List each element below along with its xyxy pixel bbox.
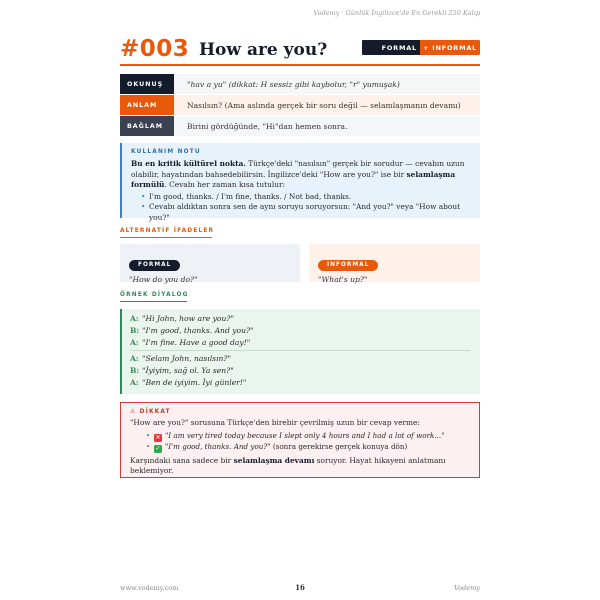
dialog-text: "Ben de iyiyim. İyi günler!" xyxy=(142,377,247,387)
entry-title-row xyxy=(120,36,480,62)
usage-note-list xyxy=(131,192,471,224)
dialog-text: "I'm fine. Have a good day!" xyxy=(142,337,251,347)
dialog-speaker: A: xyxy=(130,354,139,364)
list-item xyxy=(146,442,470,453)
dialog-divider xyxy=(130,350,470,351)
dialog-heading: ÖRNEK DİYALOG xyxy=(120,292,189,298)
usage-note-text-1: Türkçe'deki "nasılsın" gerçek bir sorudur — cevabın uzun olabilir, hayatından bahsedebilirsin. İngilizce'deki "How are you?" ise bir xyxy=(131,159,465,179)
warning-outro-bold: selamlaşma devamı xyxy=(233,455,315,465)
info-table xyxy=(120,74,480,137)
dialog-speaker: A: xyxy=(130,314,139,323)
info-value-context: Birini gördüğünde, "Hi"dan hemen sonra. xyxy=(174,116,480,136)
warning-icon: ⚠ xyxy=(130,409,137,415)
info-label-meaning: ANLAM xyxy=(120,95,174,115)
footer-page-number: 16 xyxy=(295,583,305,592)
warning-outro-1: Karşındaki sana sadece bir xyxy=(130,455,234,465)
info-row-meaning xyxy=(120,95,480,115)
right-example-note: (sonra gerekirse gerçek konuya dön) xyxy=(270,441,408,451)
dialog-speaker: A: xyxy=(130,377,139,387)
dialog-speaker: B: xyxy=(130,366,140,376)
badge-informal xyxy=(420,40,480,55)
dialog-line xyxy=(130,337,470,349)
list-item: • Cevabı aldıktan sonra sen de aynı soruyu soruyorsun: "And you?" veya "How about you?" xyxy=(141,202,471,223)
badge-informal-label: INFORMAL xyxy=(432,43,478,52)
warning-outro xyxy=(130,456,470,477)
title-divider xyxy=(120,64,480,66)
warning-label xyxy=(130,409,470,415)
info-label-context: BAĞLAM xyxy=(120,116,174,136)
register-badge xyxy=(362,40,480,55)
footer-website: www.vodemy.com xyxy=(120,584,179,592)
warning-label-text: DİKKAT xyxy=(139,409,171,415)
footer-brand: Vodemy xyxy=(454,584,480,592)
dialog-line xyxy=(130,313,470,325)
formal-phrase: "How do you do?" xyxy=(129,274,198,284)
usage-note-term: selamlaşma formülü xyxy=(131,169,456,189)
badge-formal xyxy=(362,40,420,55)
wrong-example: "I am very tired today because I slept only 4 hours and I had a lot of work..." xyxy=(165,430,445,440)
warning-list xyxy=(130,431,470,453)
entry-title: How are you? xyxy=(199,40,328,60)
badge-formal-label: FORMAL xyxy=(381,43,417,52)
usage-note-label: KULLANIM NOTU xyxy=(131,149,201,155)
warning-intro: "How are you?" sorusuna Türkçe'den birebir çevrilmiş uzun bir cevap verme: xyxy=(130,418,420,427)
running-header: Vodemy · Günlük İngilizce'de En Gerekli 250 Kalıp xyxy=(313,9,480,17)
informal-pill: INFORMAL xyxy=(318,260,378,271)
right-example: "I'm good, thanks. And you?" xyxy=(165,441,271,451)
dialog-speaker: B: xyxy=(130,325,140,335)
warning-box xyxy=(120,402,480,478)
info-row-context xyxy=(120,116,480,136)
dialog-text: "Selam John, nasılsın?" xyxy=(142,354,231,364)
dialog-text: "Hi John, how are you?" xyxy=(142,314,234,323)
alternatives-heading: ALTERNATİF İFADELER xyxy=(120,228,215,234)
wrong-mark-icon: ✕ xyxy=(155,433,161,441)
alternatives-heading-underline xyxy=(120,237,212,238)
usage-note-paragraph xyxy=(131,159,471,191)
dialog-line xyxy=(130,377,470,389)
dialog-box xyxy=(120,309,480,394)
usage-note-lead: Bu en kritik kültürel nokta. xyxy=(131,159,246,168)
warning-outro-2: soruyor. Hayat hikayeni anlatmanı beklemiyor. xyxy=(130,455,446,475)
dialog-heading-underline xyxy=(120,301,187,302)
usage-note-text-2: . Cevabı her zaman kısa tutulur: xyxy=(164,180,285,189)
formal-pill: FORMAL xyxy=(129,260,180,271)
entry-number: #003 xyxy=(120,36,190,62)
dialog-text: "İyiyim, sağ ol. Ya sen?" xyxy=(142,366,234,376)
info-label-pronunciation: OKUNUŞ xyxy=(120,74,174,94)
info-value-pronunciation: "hav a yu" (dikkat: H sessiz gibi kaybolur, "r" yumuşak) xyxy=(174,74,480,94)
list-item xyxy=(146,431,470,442)
dialog-line xyxy=(130,353,470,365)
info-row-pronunciation xyxy=(120,74,480,94)
dialog-line xyxy=(130,325,470,337)
dialog-text: "I'm good, thanks. And you?" xyxy=(142,325,254,335)
list-item: • I'm good, thanks. / I'm fine, thanks. / Not bad, thanks. xyxy=(141,192,471,203)
dialog-line xyxy=(130,365,470,377)
dialog-speaker: A: xyxy=(130,337,139,347)
alternative-informal-card xyxy=(309,244,480,282)
alternative-formal-card xyxy=(120,244,300,282)
badge-plus: + xyxy=(423,43,430,52)
usage-note xyxy=(120,143,480,222)
check-mark-icon: ✓ xyxy=(155,444,161,452)
info-value-meaning: Nasılsın? (Ama aslında gerçek bir soru değil — selamlaşmanın devamı) xyxy=(174,95,480,115)
informal-phrase: "What's up?" xyxy=(318,274,368,284)
